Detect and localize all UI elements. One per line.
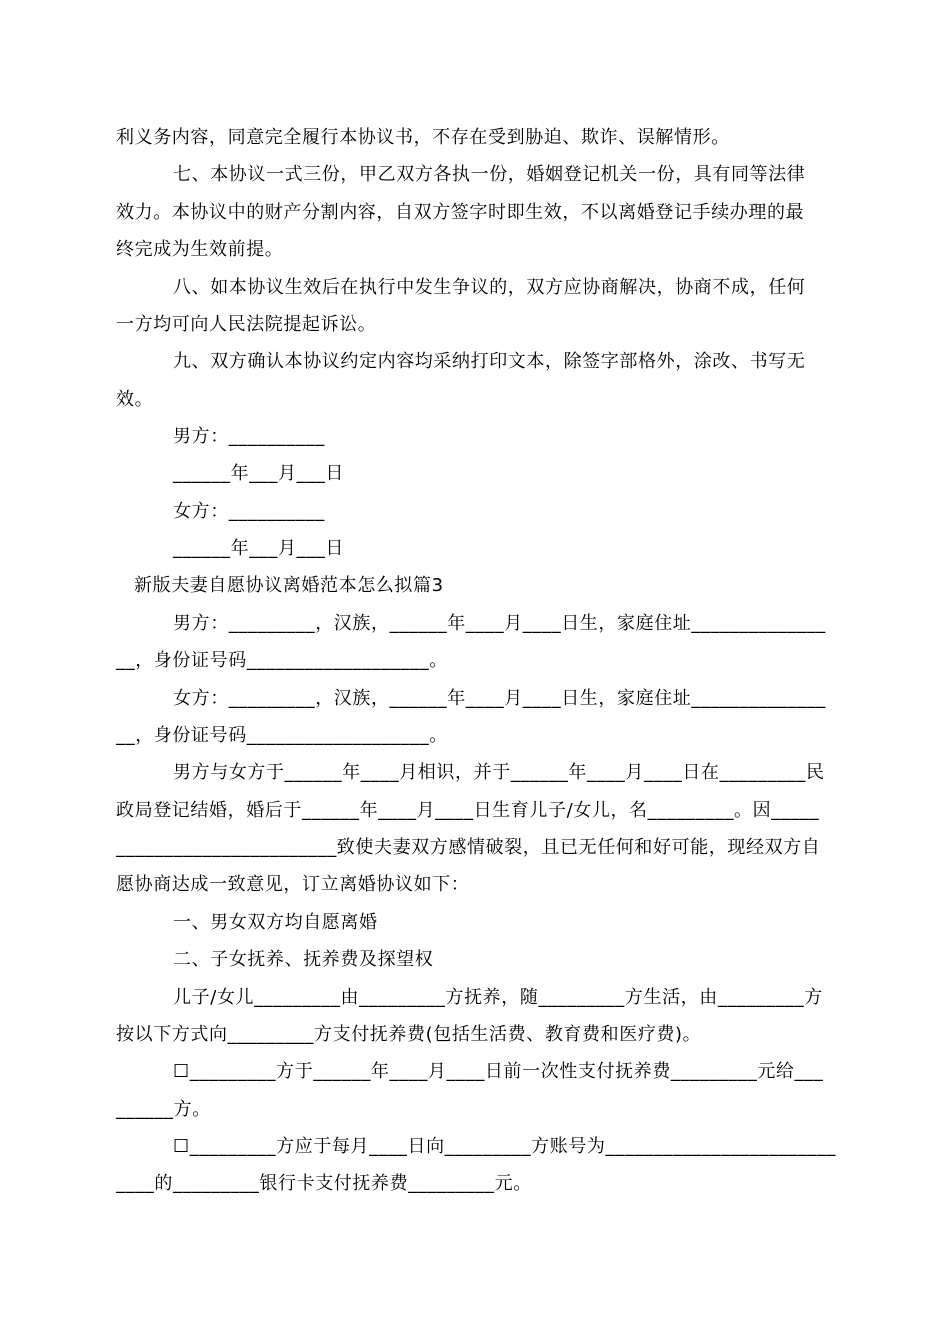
- text-line: 政局登记结婚，婚后于______年____月____日生育儿子/女儿，名_________。因_____: [116, 800, 820, 821]
- text-line: __，身份证号码___________________。: [116, 650, 448, 671]
- date-line: ______年___月___日: [173, 463, 344, 484]
- text-line: 愿协商达成一致意见，订立离婚协议如下：: [116, 874, 470, 895]
- signature-line-female: 女方：__________: [173, 501, 325, 522]
- text-line: 效力。本协议中的财产分割内容，自双方签字时即生效，不以离婚登记手续办理的最: [116, 202, 805, 223]
- text-line: _______________________致使夫妻双方感情破裂，且已无任何和好可能，现经双方自: [116, 837, 821, 858]
- text-line: ______方。: [116, 1099, 211, 1120]
- text-line: ____的_________银行卡支付抚养费_________元。: [116, 1173, 532, 1194]
- signature-line-male: 男方：__________: [173, 426, 325, 447]
- checkbox-option-line: ☐_________方于______年____月____日前一次性支付抚养费_________元给___: [173, 1061, 824, 1082]
- section-heading: 新版夫妻自愿协议离婚范本怎么拟篇3: [134, 575, 444, 596]
- text-line: 一方均可向人民法院提起诉讼。: [116, 314, 377, 335]
- text-line: 女方：_________，汉族，______年____月____日生，家庭住址______________: [173, 688, 826, 709]
- text-line: 男方：_________，汉族，______年____月____日生，家庭住址______________: [173, 613, 826, 634]
- date-line: ______年___月___日: [173, 538, 344, 559]
- text-line: 利义务内容，同意完全履行本协议书，不存在受到胁迫、欺诈、误解情形。: [116, 127, 730, 148]
- text-line: __，身份证号码___________________。: [116, 725, 448, 746]
- text-line: 儿子/女儿_________由_________方抚养，随_________方生活，由_________方: [173, 987, 823, 1008]
- text-line: 九、双方确认本协议约定内容均采纳打印文本，除签字部格外，涂改、书写无: [173, 351, 806, 372]
- clause-heading: 一、男女双方均自愿离婚: [173, 912, 378, 933]
- text-line: 终完成为生效前提。: [116, 239, 284, 260]
- text-line: 七、本协议一式三份，甲乙双方各执一份，婚姻登记机关一份，具有同等法律: [173, 164, 806, 185]
- text-line: 按以下方式向_________方支付抚养费(包括生活费、教育费和医疗费)。: [116, 1024, 702, 1045]
- text-line: 八、如本协议生效后在执行中发生争议的，双方应协商解决，协商不成，任何: [173, 277, 806, 298]
- text-line: 效。: [116, 389, 154, 410]
- clause-heading: 二、子女抚养、抚养费及探望权: [173, 949, 434, 970]
- text-line: 男方与女方于______年____月相识，并于______年____月____日在_________民: [173, 762, 825, 783]
- checkbox-option-line: ☐_________方应于每月____日向_________方账号为________________________: [173, 1136, 836, 1157]
